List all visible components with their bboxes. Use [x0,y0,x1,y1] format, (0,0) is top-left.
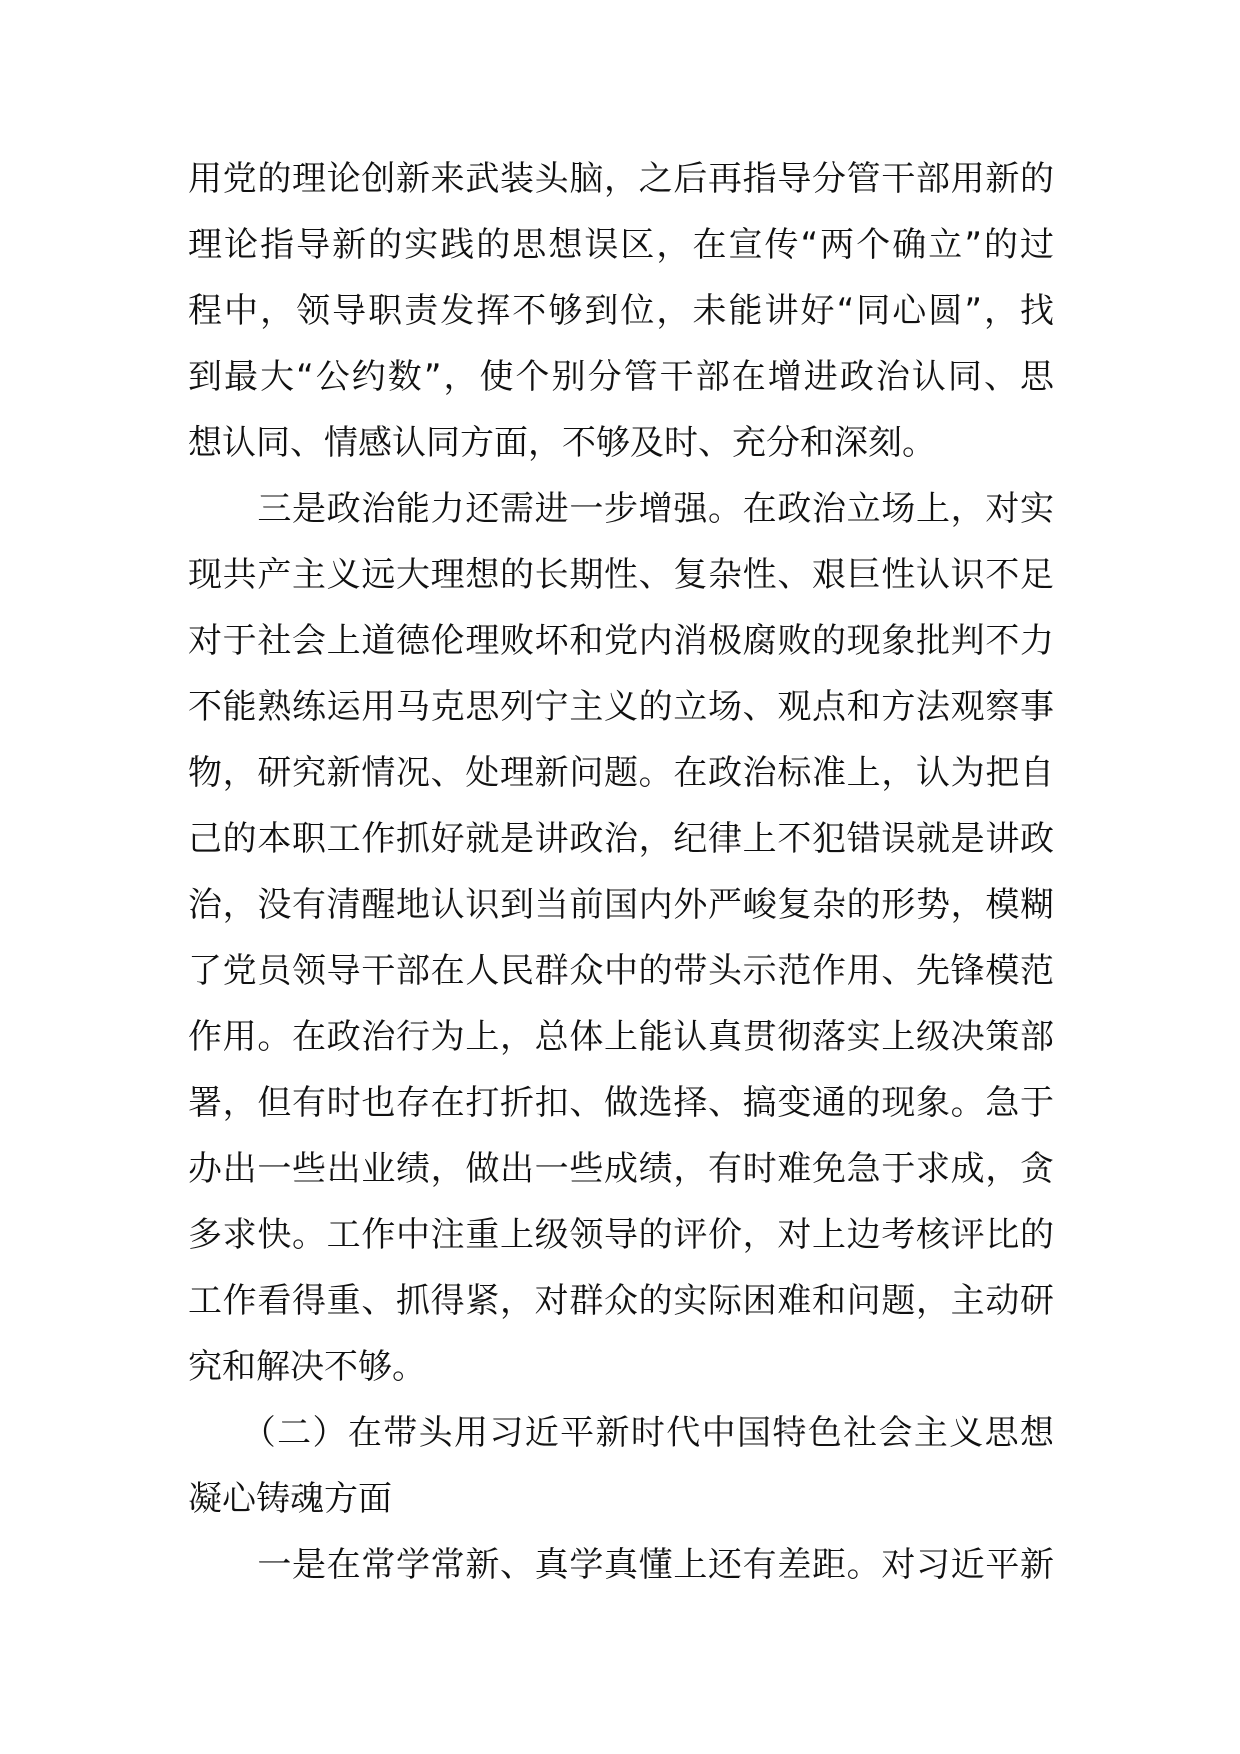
text-line: 作用。在政治行为上，总体上能认真贯彻落实上级决策部 [188,1017,1054,1057]
section-heading-line: 凝心铸魂方面 [188,1479,392,1519]
text-line: 现共产主义远大理想的长期性、复杂性、艰巨性认识不足 [188,555,1054,595]
text-line: 多求快。工作中注重上级领导的评价，对上边考核评比的 [188,1215,1054,1255]
text-line: 办出一些出业绩，做出一些成绩，有时难免急于求成，贪 [188,1149,1054,1189]
text-line: 用党的理论创新来武装头脑，之后再指导分管干部用新的 [188,159,1054,199]
text-line: 想认同、情感认同方面，不够及时、充分和深刻。 [188,423,936,463]
text-line: 程中，领导职责发挥不够到位，未能讲好“同心圆”，找 [188,291,1054,331]
document-body [188,146,1054,1598]
text-line: 署，但有时也存在打折扣、做选择、搞变通的现象。急于 [188,1083,1054,1123]
section-heading-line: （二）在带头用习近平新时代中国特色社会主义思想 [188,1413,1054,1453]
text-line: 治，没有清醒地认识到当前国内外严峻复杂的形势，模糊 [188,885,1054,925]
text-line: 到最大“公约数”，使个别分管干部在增进政治认同、思 [188,357,1054,397]
text-line: 工作看得重、抓得紧，对群众的实际困难和问题，主动研 [188,1281,1054,1321]
text-line: 对于社会上道德伦理败坏和党内消极腐败的现象批判不力 [188,621,1054,661]
text-line: 物，研究新情况、处理新问题。在政治标准上，认为把自 [188,753,1054,793]
text-line: 了党员领导干部在人民群众中的带头示范作用、先锋模范 [188,951,1054,991]
text-line: 理论指导新的实践的思想误区，在宣传“两个确立”的过 [188,225,1054,265]
text-line: 不能熟练运用马克思列宁主义的立场、观点和方法观察事 [188,687,1054,727]
text-line: 己的本职工作抓好就是讲政治，纪律上不犯错误就是讲政 [188,819,1054,859]
text-line: 究和解决不够。 [188,1347,426,1387]
text-line: 一是在常学常新、真学真懂上还有差距。对习近平新 [188,1545,1054,1585]
text-line: 三是政治能力还需进一步增强。在政治立场上，对实 [188,489,1054,529]
